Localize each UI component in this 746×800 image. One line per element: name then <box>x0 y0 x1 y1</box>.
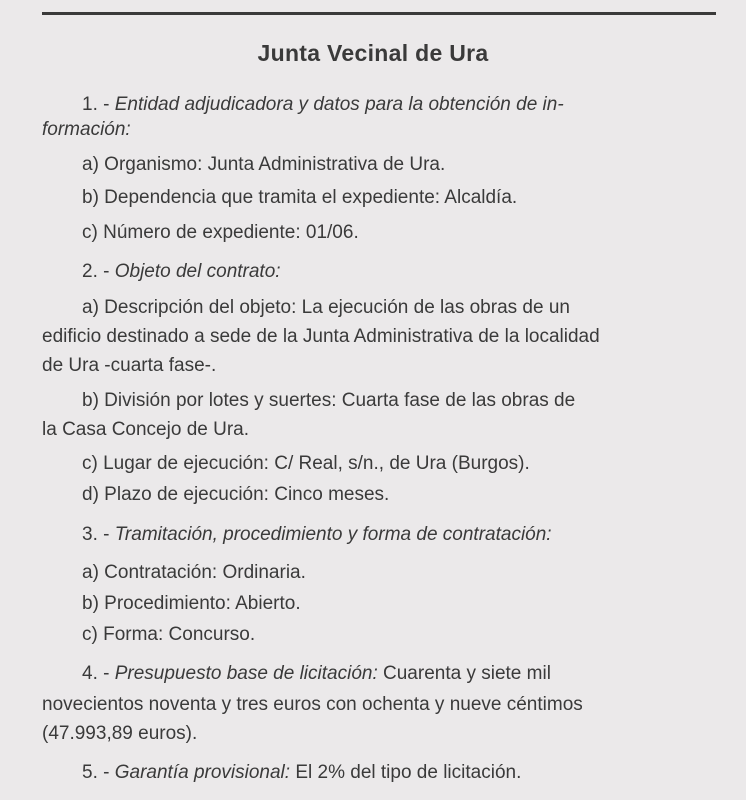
section-1-heading-line-1 <box>82 94 564 116</box>
section-1-item-b: b) Dependencia que tramita el expediente: Alcaldía. <box>82 187 518 208</box>
section-2-item-c: c) Lugar de ejecución: C/ Real, s/n., de Ura (Burgos). <box>82 453 530 474</box>
section-3-number: 3. - <box>82 524 115 545</box>
section-5-text: El 2% del tipo de licitación. <box>290 762 522 783</box>
section-2-item-b-line-1: b) División por lotes y suertes: Cuarta fase de las obras de <box>82 390 576 411</box>
section-1-item-c: c) Número de expediente: 01/06. <box>82 222 359 243</box>
page-title: Junta Vecinal de Ura <box>257 40 489 66</box>
section-4-heading: Presupuesto base de licitación: <box>114 663 378 684</box>
section-1-number: 1. - <box>82 94 115 115</box>
section-1-item-a: a) Organismo: Junta Administrativa de Ura. <box>82 154 446 175</box>
section-2-item-a-line-3: de Ura -cuarta fase-. <box>42 355 217 376</box>
section-1-heading-part-2: formación: <box>42 119 131 140</box>
section-3-item-b: b) Procedimiento: Abierto. <box>82 593 301 614</box>
section-4-line-1 <box>82 663 551 685</box>
section-2-heading-line <box>82 261 281 283</box>
section-3-heading: Tramitación, procedimiento y forma de contratación: <box>114 524 552 545</box>
section-4-text-part-1: Cuarenta y siete mil <box>377 663 551 684</box>
section-4-line-2: novecientos noventa y tres euros con ochenta y nueve céntimos <box>42 694 583 715</box>
section-2-item-a-line-1: a) Descripción del objeto: La ejecución de las obras de un <box>82 297 570 318</box>
section-3-item-a: a) Contratación: Ordinaria. <box>82 562 306 583</box>
section-5-heading: Garantía provisional: <box>114 762 291 783</box>
section-4-number: 4. - <box>82 663 115 684</box>
section-2-item-a-line-2: edificio destinado a sede de la Junta Administrativa de la localidad <box>42 326 600 347</box>
section-4-line-3: (47.993,89 euros). <box>42 723 198 744</box>
section-5-line <box>82 762 521 784</box>
section-2-item-b-line-2: la Casa Concejo de Ura. <box>42 419 249 440</box>
section-3-heading-line <box>82 524 552 546</box>
top-rule <box>42 12 716 15</box>
section-5-number: 5. - <box>82 762 115 783</box>
section-1-heading-line-2 <box>42 119 131 141</box>
section-2-number: 2. - <box>82 261 115 282</box>
section-1-heading-part-1: Entidad adjudicadora y datos para la obtención de in- <box>114 94 564 115</box>
section-2-heading: Objeto del contrato: <box>114 261 281 282</box>
section-2-item-d: d) Plazo de ejecución: Cinco meses. <box>82 484 390 505</box>
section-3-item-c: c) Forma: Concurso. <box>82 624 256 645</box>
